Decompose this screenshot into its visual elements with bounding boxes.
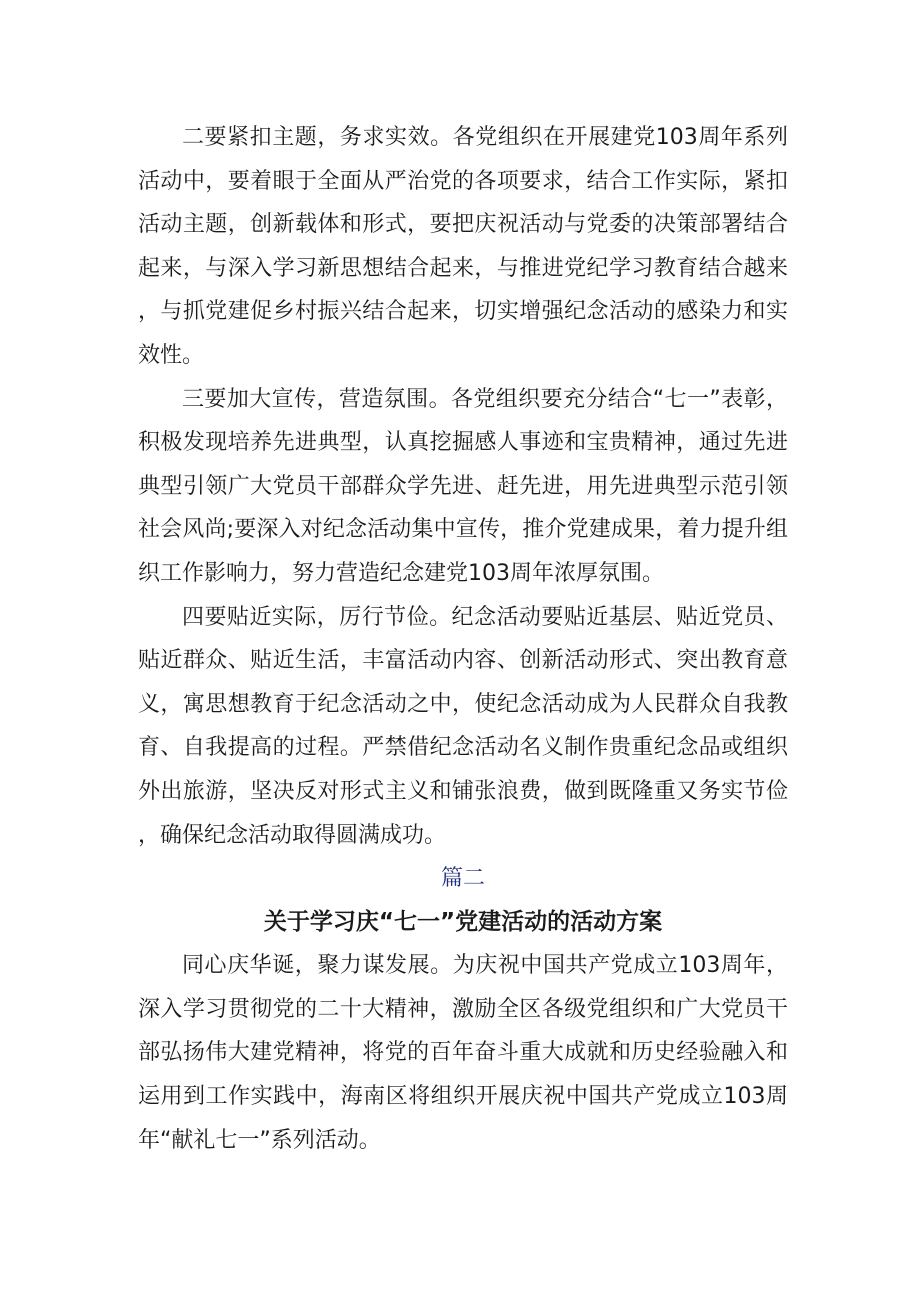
- paragraph-third-requirement: 三要加大宣传，营造氛围。各党组织要充分结合“七一”表彰，积极发现培养先进典型，认真挖掘感人事迹和宝贵精神，通过先进典型引领广大党员干部群众学先进、赶先进，用先进典型示范引领社会风尚;要深入对纪念活动集中宣传，推介党建成果，着力提升组织工作影响力，努力营造纪念建党103周年浓厚氛围。: [138, 386, 788, 586]
- document-body: [138, 116, 788, 1162]
- section-label: 篇二: [440, 866, 485, 892]
- section-title: 关于学习庆“七一”党建活动的活动方案: [263, 908, 663, 935]
- paragraph-intro: 同心庆华诞，聚力谋发展。为庆祝中国共产党成立103周年，深入学习贯彻党的二十大精神，激励全区各级党组织和广大党员干部弘扬伟大建党精神，将党的百年奋斗重大成就和历史经验融入和运用到工作实践中，海南区将组织开展庆祝中国共产党成立103周年“献礼七一”系列活动。: [138, 953, 788, 1153]
- paragraph-second-requirement: 二要紧扣主题，务求实效。各党组织在开展建党103周年系列活动中，要着眼于全面从严治党的各项要求，结合工作实际，紧扣活动主题，创新载体和形式，要把庆祝活动与党委的决策部署结合起来，与深入学习新思想结合起来，与推进党纪学习教育结合越来，与抓党建促乡村振兴结合起来，切实增强纪念活动的感染力和实效性。: [138, 125, 788, 368]
- paragraph-fourth-requirement: 四要贴近实际，厉行节俭。纪念活动要贴近基层、贴近党员、贴近群众、贴近生活，丰富活动内容、创新活动形式、突出教育意义，寓思想教育于纪念活动之中，使纪念活动成为人民群众自我教育、自我提高的过程。严禁借纪念活动名义制作贵重纪念品或组织外出旅游，坚决反对形式主义和铺张浪费，做到既隆重又务实节俭，确保纪念活动取得圆满成功。: [138, 604, 788, 848]
